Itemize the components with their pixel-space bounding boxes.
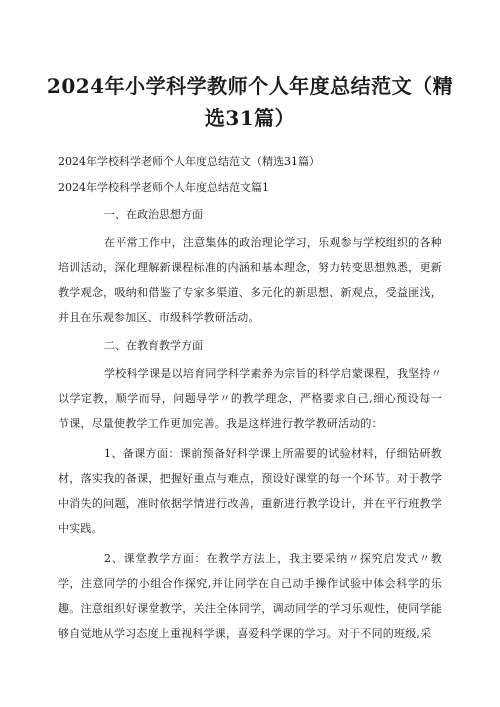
paragraph-teaching-intro: 学校科学课是以培育同学科学素养为宗旨的科学启蒙课程，我坚持〃以学定教，顺学而导，问题导学〃的教学理念，严格要求自己,细心预设每一节课，尽量使教学工作更加完善。我是这样进行教学教研活动的： (58, 367, 442, 430)
paragraph-politics: 在平常工作中，注意集体的政治理论学习，乐观参与学校组织的各种培训活动，深化理解新课程标准的内涵和基本理念，努力转变思想熟悉，更新教学观念，吸纳和借鉴了专家多渠道、多元化的新思想、新观点，受益匪浅，并且在乐观参加区、市级科学教研活动。 (58, 236, 442, 324)
document-title: 2024年小学科学教师个人年度总结范文（精选31篇） (46, 74, 454, 130)
article-title: 2024年学校科学老师个人年度总结范文篇1 (58, 181, 269, 194)
paragraph-lesson-preparation: 1、备课方面：课前预备好科学课上所需要的试验材料，仔细钻研教材，落实我的备课，把握好重点与难点，预设好课堂的每一个环节。对于教学中消失的问题，准时依据学情进行改善，重新进行教学设计，并在平行班教学中实践。 (58, 447, 442, 535)
section-heading-politics: 一、在政治思想方面 (104, 208, 203, 221)
section-heading-teaching: 二、在教育教学方面 (104, 339, 203, 352)
document-subtitle: 2024年学校科学老师个人年度总结范文（精选31篇） (58, 155, 320, 168)
paragraph-classroom-teaching: 2、课堂教学方面：在教学方法上，我主要采纳〃探究启发式〃教学，注意同学的小组合作探究,并让同学在自己动手操作试验中体会科学的乐趣。注意组织好课堂教学，关注全体同学，调动同学的学习乐观性，使同学能够自觉地从学习态度上重视科学课，喜爱科学课的学习。对于不同的班级,采 (58, 552, 442, 640)
